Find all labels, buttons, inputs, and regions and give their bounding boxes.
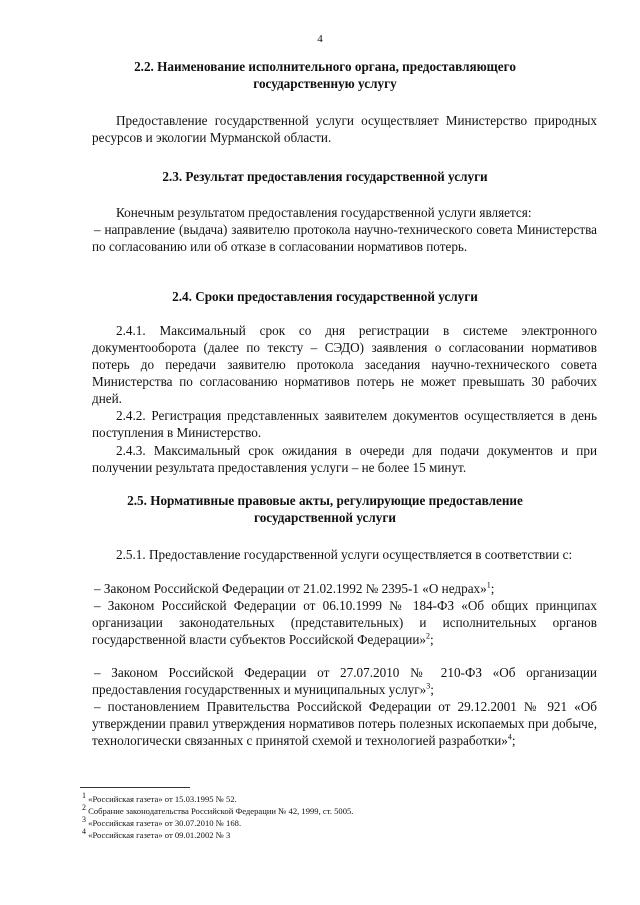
footnote-mark: 2 <box>82 803 86 813</box>
law-text: – Законом Российской Федерации от 21.02.1992 № 2395-1 «О недрах» <box>94 581 487 596</box>
section-heading-2-4: 2.4. Сроки предоставления государственной услуги <box>172 289 478 304</box>
footnote-mark: 1 <box>82 791 86 801</box>
law-text-end: ; <box>430 632 434 647</box>
law-text: – постановлением Правительства Российской Федерации от 29.12.2001 № 921 «Об утверждении правил утверждения нормативов потерь полезных ископаемых при добыче, технологически связанных с принятой схемой и технологией разработки» <box>92 699 597 748</box>
footnote <box>82 815 242 829</box>
law-item <box>92 664 597 698</box>
paragraph-2-4-2: 2.4.2. Регистрация представленных заявителем документов осуществляется в день поступления в Министерство. <box>92 408 597 440</box>
heading-line: 2.2. Наименование исполнительного органа, предоставляющего <box>134 59 516 74</box>
footnote-mark: 4 <box>82 827 86 837</box>
heading-line: государственной услуги <box>254 510 396 525</box>
footnote-ref: 3 <box>426 681 431 691</box>
footnote <box>82 791 237 805</box>
law-text: – Законом Российской Федерации от 27.07.2010 № 210-ФЗ «Об организации предоставления государственных и муниципальных услуг» <box>92 665 597 697</box>
law-text-end: ; <box>511 733 516 748</box>
footnote-text: «Российская газета» от 09.01.2002 № 3 <box>88 830 231 840</box>
paragraph-2-5-1: 2.5.1. Предоставление государственной услуги осуществляется в соответствии с: <box>116 547 573 562</box>
law-item <box>92 580 597 597</box>
law-text-end: ; <box>430 682 434 697</box>
footnote-ref: 1 <box>486 580 491 590</box>
footnote-mark: 3 <box>82 815 86 825</box>
footnote-separator <box>80 787 190 788</box>
law-text-end: ; <box>490 581 495 596</box>
footnote-text: Собрание законодательства Российской Федерации № 42, 1999, ст. 5005. <box>88 806 354 816</box>
paragraph-2-4-1: 2.4.1. Максимальный срок со дня регистрации в системе электронного документооборота (далее по тексту – СЭДО) заявления о согласовании нормативов потерь до передачи заявителю протокола заседания научно-технического совета Министерства по согласованию нормативов потерь не может превышать 30 рабочих дней. <box>92 323 597 406</box>
footnote <box>82 803 354 817</box>
section-heading-2-5 <box>70 492 580 526</box>
paragraph-2-3-intro: Конечным результатом предоставления государственной услуги является: <box>116 205 532 220</box>
law-item <box>92 597 597 648</box>
footnote-text: «Российская газета» от 30.07.2010 № 168. <box>88 818 242 828</box>
section-heading-2-2 <box>70 58 580 92</box>
section-heading-2-3: 2.3. Результат предоставления государственной услуги <box>162 169 488 184</box>
page-number: 4 <box>317 33 323 45</box>
paragraph-2-2: Предоставление государственной услуги осуществляет Министерство природных ресурсов и экологии Мурманской области. <box>92 113 597 145</box>
heading-line: 2.5. Нормативные правовые акты, регулирующие предоставление <box>127 493 523 508</box>
law-text: – Законом Российской Федерации от 06.10.1999 № 184-ФЗ «Об общих принципах организации законодательных (представительных) и исполнительных органов государственной власти субъектов Российской Федерации» <box>92 598 597 647</box>
footnote-text: «Российская газета» от 15.03.1995 № 52. <box>88 794 237 804</box>
heading-line: государственную услугу <box>253 76 397 91</box>
paragraph-2-3-item: – направление (выдача) заявителю протокола научно-технического совета Министерства по согласованию или об отказе в согласовании нормативов потерь. <box>92 222 597 254</box>
footnote-ref: 2 <box>426 631 430 641</box>
footnote <box>82 827 231 841</box>
law-item <box>92 698 597 749</box>
footnote-ref: 4 <box>507 732 512 742</box>
paragraph-2-4-3: 2.4.3. Максимальный срок ожидания в очереди для подачи документов и при получении результата предоставления услуги – не более 15 минут. <box>92 443 597 475</box>
